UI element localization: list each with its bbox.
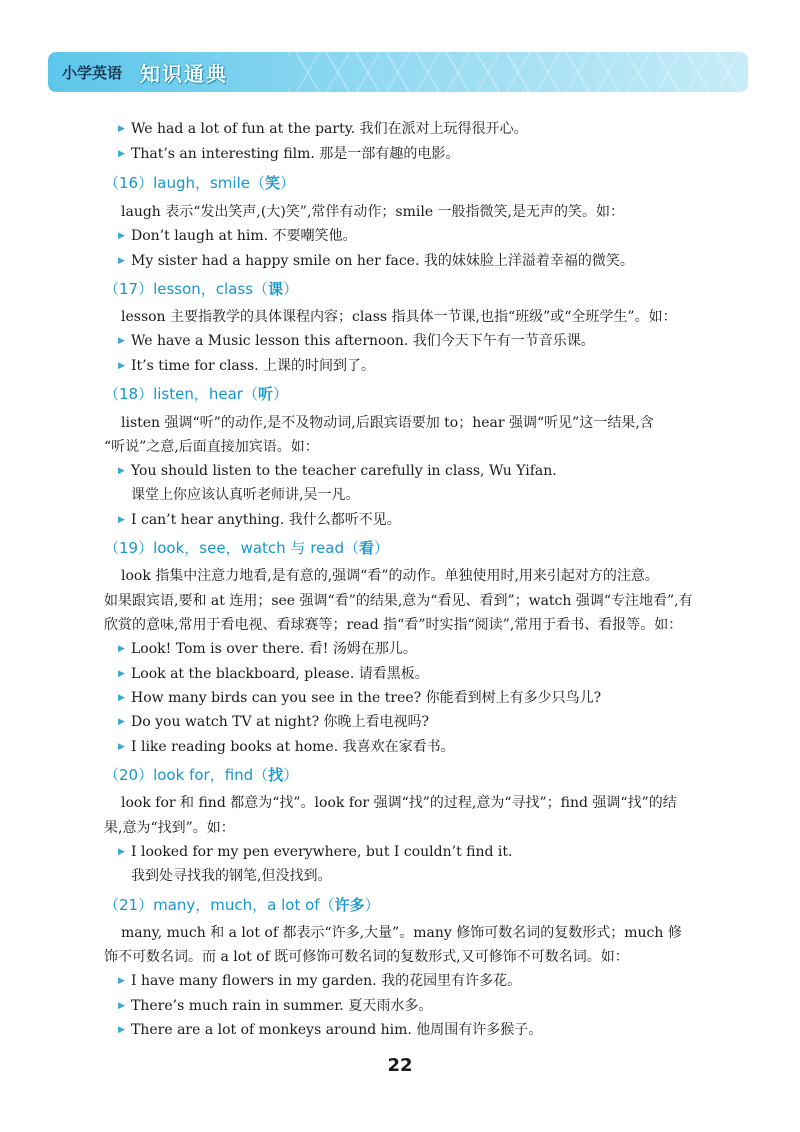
section-description: 饰不可数名词。而 a lot of 既可修饰可数名词的复数形式,又可修饰不可数名词。如： [104,949,629,965]
bullet-icon: ▶ [118,1025,125,1035]
example-sentence: There are a lot of monkeys around him. 他周围有许多猴子。 [131,1022,543,1038]
section-heading: （21）many，much，a lot of（许多） [104,896,380,914]
section-description: lesson 主要指教学的具体课程内容；class 指具体一节课,也指“班级”或“全班学生”。如： [121,309,677,325]
section-description: look 指集中注意力地看,是有意的,强调“看”的动作。单独使用时,用来引起对方的注意。 [121,568,659,584]
bullet-icon: ▶ [118,124,125,134]
bullet-icon: ▶ [118,466,125,476]
bullet-icon: ▶ [118,693,125,703]
example-sentence: Do you watch TV at night? 你晚上看电视吗? [131,714,430,730]
section-heading: （18）listen，hear（听） [104,385,288,403]
section-heading: （16）laugh，smile（笑） [104,174,296,192]
section-description: “听说”之意,后面直接加宾语。如： [104,439,319,455]
bullet-icon: ▶ [118,149,125,159]
example-sentence: I looked for my pen everywhere, but I couldn’t find it. [131,844,513,860]
bullet-icon: ▶ [118,336,125,346]
bullet-icon: ▶ [118,515,125,525]
section-description: listen 强调“听”的动作,是不及物动词,后跟宾语要加 to；hear 强调“听见”这一结果,含 [121,415,654,431]
example-sentence: We have a Music lesson this afternoon. 我们今天下午有一节音乐课。 [131,333,595,349]
example-sentence: It’s time for class. 上课的时间到了。 [131,358,376,374]
example-sentence: I can’t hear anything. 我什么都听不见。 [131,512,401,528]
section-heading: （19）look，see，watch 与 read（看） [104,539,390,557]
example-sentence: There’s much rain in summer. 夏天雨水多。 [131,998,433,1014]
bullet-icon: ▶ [118,361,125,371]
section-description: laugh 表示“发出笑声,(大)笑”,常伴有动作；smile 一般指微笑,是无声的笑。如： [121,204,625,220]
example-sentence: We had a lot of fun at the party. 我们在派对上玩得很开心。 [131,121,528,137]
book-title: 知识通典 [140,62,228,86]
section-description: many, much 和 a lot of 都表示“许多,大量”。many 修饰可数名词的复数形式；much 修 [121,925,682,941]
bullet-icon: ▶ [118,717,125,727]
bullet-icon: ▶ [118,742,125,752]
bullet-icon: ▶ [118,644,125,654]
bullet-icon: ▶ [118,231,125,241]
bullet-icon: ▶ [118,976,125,986]
section-description: 果,意为“找到”。如： [104,820,235,836]
example-translation: 我到处寻找我的钢笔,但没找到。 [131,868,332,884]
bullet-icon: ▶ [118,847,125,857]
banner-decoration [288,52,748,92]
series-label: 小学英语 [62,64,123,82]
section-description: 欣赏的意味,常用于看电视、看球赛等；read 指“看”时实指“阅读”,常用于看书、看报等。如： [104,617,683,633]
example-sentence: I like reading books at home. 我喜欢在家看书。 [131,739,455,755]
section-description: 如果跟宾语,要和 at 连用；see 强调“看”的结果,意为“看见、看到”；watch 强调“专注地看”,有 [104,593,693,609]
example-translation: 课堂上你应该认真听老师讲,吴一凡。 [131,487,360,503]
example-sentence: You should listen to the teacher carefully in class, Wu Yifan. [131,463,557,479]
bullet-icon: ▶ [118,1001,125,1011]
example-sentence: My sister had a happy smile on her face. 我的妹妹脸上洋溢着幸福的微笑。 [131,253,634,269]
example-sentence: That’s an interesting film. 那是一部有趣的电影。 [131,146,460,162]
bullet-icon: ▶ [118,669,125,679]
page-number: 22 [387,1055,413,1076]
section-heading: （17）lesson，class（课） [104,280,299,298]
section-heading: （20）look for，find（找） [104,766,299,784]
example-sentence: I have many flowers in my garden. 我的花园里有许多花。 [131,973,522,989]
header-banner [48,52,748,92]
section-description: look for 和 find 都意为“找”。look for 强调“找”的过程,意为“寻找”；find 强调“找”的结 [121,795,677,811]
bullet-icon: ▶ [118,256,125,266]
example-sentence: Look! Tom is over there. 看! 汤姆在那儿。 [131,641,417,657]
example-sentence: How many birds can you see in the tree? 你能看到树上有多少只鸟儿? [131,690,602,706]
example-sentence: Look at the blackboard, please. 请看黑板。 [131,666,429,682]
example-sentence: Don’t laugh at him. 不要嘲笑他。 [131,228,357,244]
